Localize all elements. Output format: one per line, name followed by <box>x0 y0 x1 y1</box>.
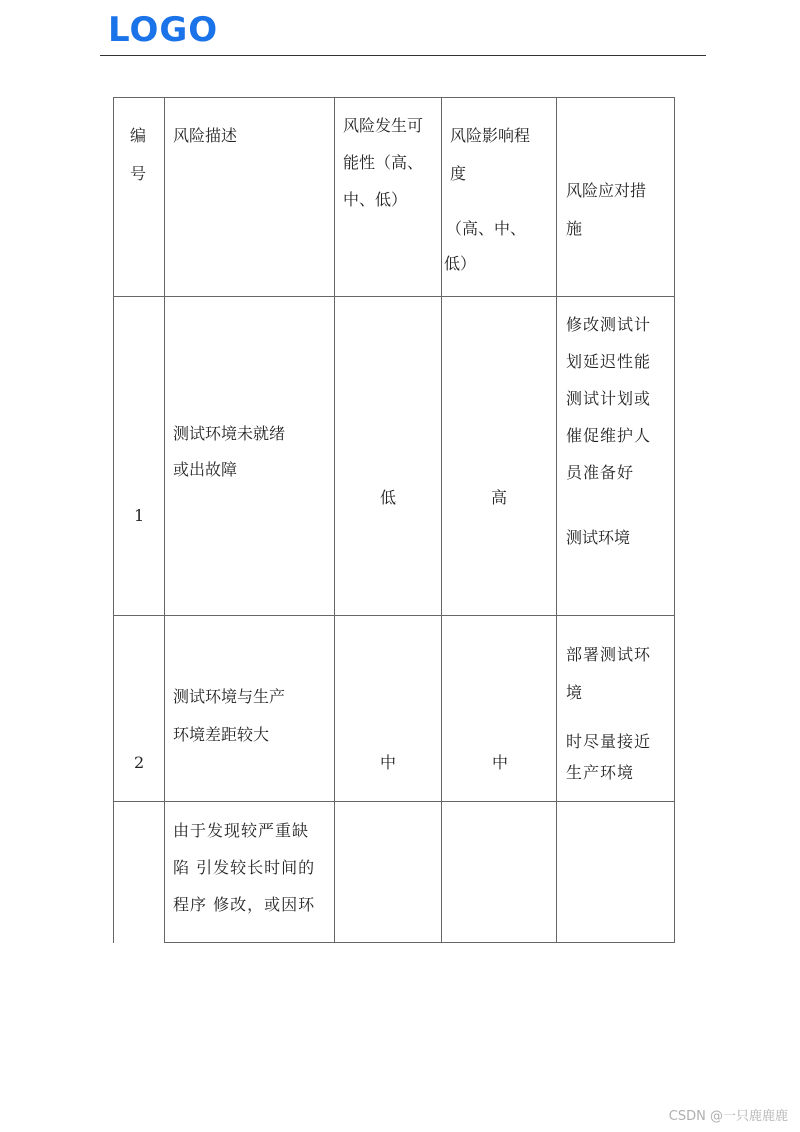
row3-description-line1: 由于发现较严重缺 <box>173 821 310 840</box>
row1-no: 1 <box>134 506 145 525</box>
header-divider <box>100 55 706 56</box>
row1-measure-line1: 修改测试计 <box>566 315 652 334</box>
table-row-divider <box>113 296 675 297</box>
row1-measure-line3: 测试计划或 <box>566 389 652 408</box>
header-no-line1: 编 <box>130 126 147 145</box>
row2-description-line2: 环境差距较大 <box>173 725 270 744</box>
table-col-divider <box>334 97 335 943</box>
row1-probability: 低 <box>380 488 397 507</box>
logo: LOGO <box>108 10 219 50</box>
table-col-divider <box>556 97 557 943</box>
row1-description-line1: 测试环境未就绪 <box>173 424 286 443</box>
header-description: 风险描述 <box>173 126 238 145</box>
row2-impact: 中 <box>492 753 509 772</box>
row2-no: 2 <box>134 753 145 772</box>
table-row-divider <box>113 801 675 802</box>
row1-description-line2: 或出故障 <box>173 460 238 479</box>
header-impact-line1: 风险影响程 <box>450 126 531 145</box>
row1-measure-line4: 催促维护人 <box>566 426 652 445</box>
row2-measure-line2: 境 <box>566 683 583 702</box>
header-measure-line2: 施 <box>566 219 583 238</box>
header-impact-line4: 低） <box>444 254 477 273</box>
row1-measure-line5: 员准备好 <box>566 463 635 482</box>
header-probability-line3: 中、低） <box>343 190 408 209</box>
header-impact-line3: （高、中、 <box>446 219 527 238</box>
table-col-divider <box>441 97 442 943</box>
header-impact-line2: 度 <box>450 164 467 183</box>
header-probability-line2: 能性（高、 <box>343 153 424 172</box>
table-col-divider <box>164 97 165 943</box>
row2-measure-line3: 时尽量接近 <box>566 732 652 751</box>
table-border-bottom <box>164 942 675 943</box>
row1-measure-line2: 划延迟性能 <box>566 352 652 371</box>
row1-measure-line6: 测试环境 <box>566 528 631 547</box>
row1-impact: 高 <box>491 488 508 507</box>
row2-measure-line4: 生产环境 <box>566 763 635 782</box>
row3-description-line3: 程序 修改，或因环 <box>173 895 316 914</box>
row2-probability: 中 <box>380 753 397 772</box>
watermark: CSDN @一只鹿鹿鹿 <box>668 1109 788 1124</box>
header-no-line2: 号 <box>130 164 147 183</box>
row2-description-line1: 测试环境与生产 <box>173 687 286 706</box>
table-border-top <box>113 97 675 98</box>
table-border-left <box>113 97 114 943</box>
header-measure-line1: 风险应对措 <box>566 181 647 200</box>
table-row-divider <box>113 615 675 616</box>
row3-description-line2: 陷 引发较长时间的 <box>173 858 316 877</box>
table-border-right <box>674 97 675 943</box>
header-probability-line1: 风险发生可 <box>343 116 424 135</box>
row2-measure-line1: 部署测试环 <box>566 645 652 664</box>
